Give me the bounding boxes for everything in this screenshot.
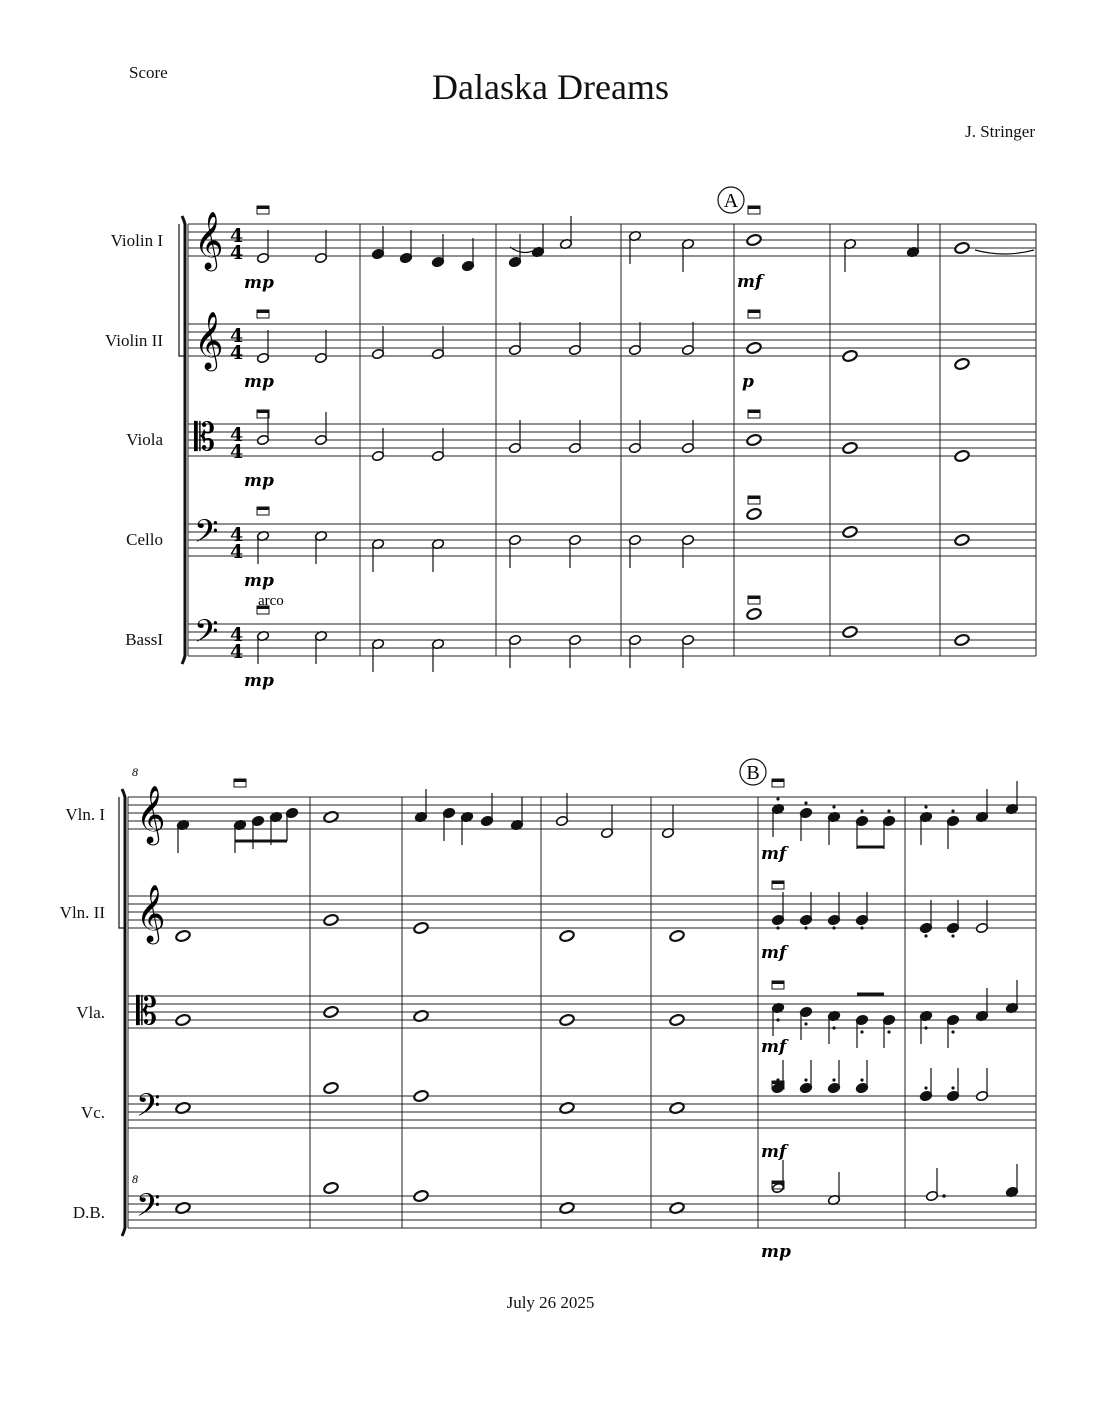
staccato-dot xyxy=(951,809,954,812)
down-bow-icon xyxy=(257,410,269,418)
staccato-dot xyxy=(924,1026,927,1029)
instrument-name-bass: BassI xyxy=(125,630,163,649)
dynamic-marking: mp xyxy=(761,1242,791,1262)
svg-text:4: 4 xyxy=(230,641,244,663)
dot xyxy=(942,1194,946,1198)
score-label: Score xyxy=(129,63,168,82)
svg-text:B: B xyxy=(746,762,760,784)
note xyxy=(746,507,762,520)
note xyxy=(628,420,641,454)
note xyxy=(175,929,191,942)
note xyxy=(371,638,384,672)
staccato-dot xyxy=(887,809,890,812)
down-bow-icon xyxy=(772,881,784,889)
note xyxy=(256,330,269,364)
note xyxy=(508,234,521,268)
staccato-dot xyxy=(860,926,863,929)
staccato-dot xyxy=(832,926,835,929)
note xyxy=(906,224,919,258)
note xyxy=(559,1201,575,1214)
arco-marking: arco xyxy=(258,593,284,609)
system-bracket xyxy=(122,789,125,1236)
dynamic-marking: mp xyxy=(244,471,274,491)
note xyxy=(323,1081,339,1094)
note xyxy=(919,1068,932,1102)
alto-clef-icon: 𝄡 xyxy=(194,415,216,459)
note xyxy=(919,900,932,934)
instrument-name-violin-2: Violin II xyxy=(105,331,163,350)
note xyxy=(882,815,895,849)
composer-name: J. Stringer xyxy=(965,122,1035,141)
note xyxy=(314,230,327,264)
dynamic-marking: mp xyxy=(244,273,274,293)
violin-bracket xyxy=(119,797,124,928)
note xyxy=(946,900,959,934)
note xyxy=(431,234,444,268)
note xyxy=(842,441,858,454)
violin-bracket xyxy=(179,224,184,356)
staccato-dot xyxy=(776,926,779,929)
note xyxy=(746,607,762,620)
note xyxy=(413,1089,429,1102)
staccato-dot xyxy=(924,934,927,937)
note xyxy=(827,892,840,926)
down-bow-icon xyxy=(748,596,760,604)
bass-clef-icon: 𝄢 xyxy=(194,513,219,557)
note xyxy=(669,1201,685,1214)
staccato-dot xyxy=(860,1078,863,1081)
note xyxy=(555,793,568,827)
svg-text:A: A xyxy=(723,190,739,212)
note xyxy=(323,913,339,926)
note xyxy=(251,815,264,849)
dynamic-marking: mf xyxy=(761,1037,787,1057)
down-bow-icon xyxy=(748,410,760,418)
note xyxy=(323,1181,339,1194)
note xyxy=(919,811,932,845)
note xyxy=(323,810,339,823)
svg-text:4: 4 xyxy=(230,624,244,646)
footer-date: July 26 2025 xyxy=(506,1293,595,1312)
note xyxy=(256,230,269,264)
note xyxy=(855,1060,868,1094)
note xyxy=(842,625,858,638)
svg-text:4: 4 xyxy=(230,441,244,463)
staccato-dot xyxy=(951,1086,954,1089)
note xyxy=(669,1013,685,1026)
note xyxy=(399,230,412,264)
down-bow-icon xyxy=(257,310,269,318)
note xyxy=(946,1068,959,1102)
note xyxy=(1005,1164,1018,1198)
staccato-dot xyxy=(860,1030,863,1033)
staccato-dot xyxy=(832,1078,835,1081)
system-bracket xyxy=(182,216,185,664)
svg-text:4: 4 xyxy=(230,242,244,264)
note xyxy=(431,326,444,360)
staccato-dot xyxy=(804,926,807,929)
note xyxy=(175,1013,191,1026)
note xyxy=(256,412,269,446)
svg-text:4: 4 xyxy=(230,342,244,364)
note xyxy=(442,807,455,841)
down-bow-icon xyxy=(772,981,784,989)
note xyxy=(559,1101,575,1114)
staccato-dot xyxy=(776,797,779,800)
note xyxy=(314,630,327,664)
note xyxy=(843,238,856,272)
note xyxy=(954,533,970,546)
note xyxy=(431,538,444,572)
note xyxy=(176,819,189,853)
note xyxy=(975,900,988,934)
note xyxy=(925,1168,938,1202)
note xyxy=(413,1009,429,1022)
down-bow-icon xyxy=(257,206,269,214)
rehearsal-mark-a xyxy=(718,187,744,213)
note xyxy=(661,805,674,839)
note xyxy=(256,530,269,564)
note xyxy=(746,341,762,354)
note xyxy=(954,241,970,254)
note xyxy=(256,630,269,664)
note xyxy=(314,330,327,364)
time-signatures xyxy=(230,225,243,663)
note xyxy=(975,988,988,1022)
bass-octave-mark: 8 xyxy=(132,1172,138,1186)
note xyxy=(842,525,858,538)
note xyxy=(175,1101,191,1114)
note xyxy=(681,238,694,272)
note xyxy=(531,224,544,258)
note xyxy=(681,420,694,454)
note xyxy=(568,534,581,568)
staccato-dot xyxy=(804,801,807,804)
note xyxy=(371,226,384,260)
note xyxy=(460,811,473,845)
note xyxy=(480,793,493,827)
note xyxy=(233,819,246,853)
note xyxy=(681,534,694,568)
dynamic-marking: mp xyxy=(244,671,274,691)
note xyxy=(371,428,384,462)
tie xyxy=(975,250,1034,254)
note xyxy=(285,807,298,841)
note xyxy=(1005,980,1018,1014)
staccato-dot xyxy=(832,805,835,808)
rehearsal-mark-b xyxy=(740,759,766,785)
note xyxy=(431,428,444,462)
bass-clef-icon: 𝄢 xyxy=(194,613,219,657)
note xyxy=(175,1201,191,1214)
svg-text:4: 4 xyxy=(230,225,244,247)
note xyxy=(314,412,327,446)
note xyxy=(842,349,858,362)
note xyxy=(681,322,694,356)
note xyxy=(746,433,762,446)
note xyxy=(799,807,812,841)
staccato-dot xyxy=(860,809,863,812)
down-bow-icon xyxy=(234,779,246,787)
down-bow-icon xyxy=(748,310,760,318)
instrument-abbr-bass: D.B. xyxy=(72,1203,105,1222)
note xyxy=(508,634,521,668)
note xyxy=(461,238,474,272)
dynamic-marking: mf xyxy=(761,1142,787,1162)
staccato-dot xyxy=(804,1078,807,1081)
instrument-name-viola: Viola xyxy=(126,430,163,449)
note xyxy=(827,1060,840,1094)
instrument-abbr-violin-1: Vln. I xyxy=(65,805,105,824)
staccato-dot xyxy=(924,805,927,808)
note xyxy=(413,921,429,934)
svg-text:4: 4 xyxy=(230,325,244,347)
note xyxy=(323,1005,339,1018)
note xyxy=(954,449,970,462)
note xyxy=(413,1189,429,1202)
note xyxy=(954,357,970,370)
instrument-name-violin-1: Violin I xyxy=(110,231,163,250)
down-bow-icon xyxy=(772,779,784,787)
bass-clef-icon: 𝄢 xyxy=(136,1087,161,1131)
down-bow-icon xyxy=(257,507,269,515)
note xyxy=(314,530,327,564)
note xyxy=(827,811,840,845)
note xyxy=(628,534,641,568)
dynamic-marking: mf xyxy=(761,943,787,963)
note xyxy=(771,803,784,837)
note xyxy=(559,929,575,942)
svg-text:4: 4 xyxy=(230,424,244,446)
note xyxy=(568,420,581,454)
treble-clef-icon: 𝄞 xyxy=(194,311,224,369)
down-bow-icon xyxy=(748,496,760,504)
note xyxy=(628,230,641,264)
note xyxy=(771,892,784,926)
note xyxy=(568,322,581,356)
staccato-dot xyxy=(776,1018,779,1021)
note xyxy=(799,1060,812,1094)
treble-clef-icon: 𝄞 xyxy=(194,211,224,269)
note xyxy=(681,634,694,668)
measure-number: 8 xyxy=(132,765,138,779)
note xyxy=(568,634,581,668)
note xyxy=(827,1172,840,1206)
note xyxy=(431,638,444,672)
note xyxy=(975,789,988,823)
note xyxy=(954,633,970,646)
piece-title: Dalaska Dreams xyxy=(432,67,669,107)
note xyxy=(799,892,812,926)
dynamic-marking: p xyxy=(742,372,754,392)
note xyxy=(510,797,523,831)
note xyxy=(371,538,384,572)
staccato-dot xyxy=(887,1030,890,1033)
down-bow-icon xyxy=(748,206,760,214)
dynamic-marking: mf xyxy=(761,844,787,864)
note xyxy=(746,233,762,246)
note xyxy=(371,326,384,360)
svg-text:4: 4 xyxy=(230,524,244,546)
dynamic-marking: mp xyxy=(244,372,274,392)
note xyxy=(855,815,868,849)
instrument-abbr-cello: Vc. xyxy=(80,1103,105,1122)
note xyxy=(669,1101,685,1114)
svg-text:4: 4 xyxy=(230,541,244,563)
note xyxy=(669,929,685,942)
note xyxy=(508,322,521,356)
note xyxy=(855,892,868,926)
note xyxy=(559,216,572,250)
staccato-dot xyxy=(924,1086,927,1089)
note xyxy=(628,634,641,668)
note xyxy=(414,789,427,823)
note xyxy=(508,534,521,568)
bass-clef-icon: 𝄢 xyxy=(136,1187,161,1231)
instrument-name-cello: Cello xyxy=(126,530,163,549)
note xyxy=(946,815,959,849)
dynamic-marking: mp xyxy=(244,571,274,591)
dynamic-marking: mf xyxy=(737,272,763,292)
alto-clef-icon: 𝄡 xyxy=(136,989,158,1033)
staccato-dot xyxy=(951,1030,954,1033)
note xyxy=(1005,781,1018,815)
note xyxy=(628,322,641,356)
staccato-dot xyxy=(951,934,954,937)
treble-clef-icon: 𝄞 xyxy=(136,785,166,843)
note xyxy=(559,1013,575,1026)
instrument-abbr-violin-2: Vln. II xyxy=(59,903,105,922)
treble-clef-icon: 𝄞 xyxy=(136,884,166,942)
note xyxy=(975,1068,988,1102)
staccato-dot xyxy=(832,1026,835,1029)
instrument-abbr-viola: Vla. xyxy=(76,1003,105,1022)
note xyxy=(508,420,521,454)
staccato-dot xyxy=(804,1022,807,1025)
note xyxy=(600,805,613,839)
